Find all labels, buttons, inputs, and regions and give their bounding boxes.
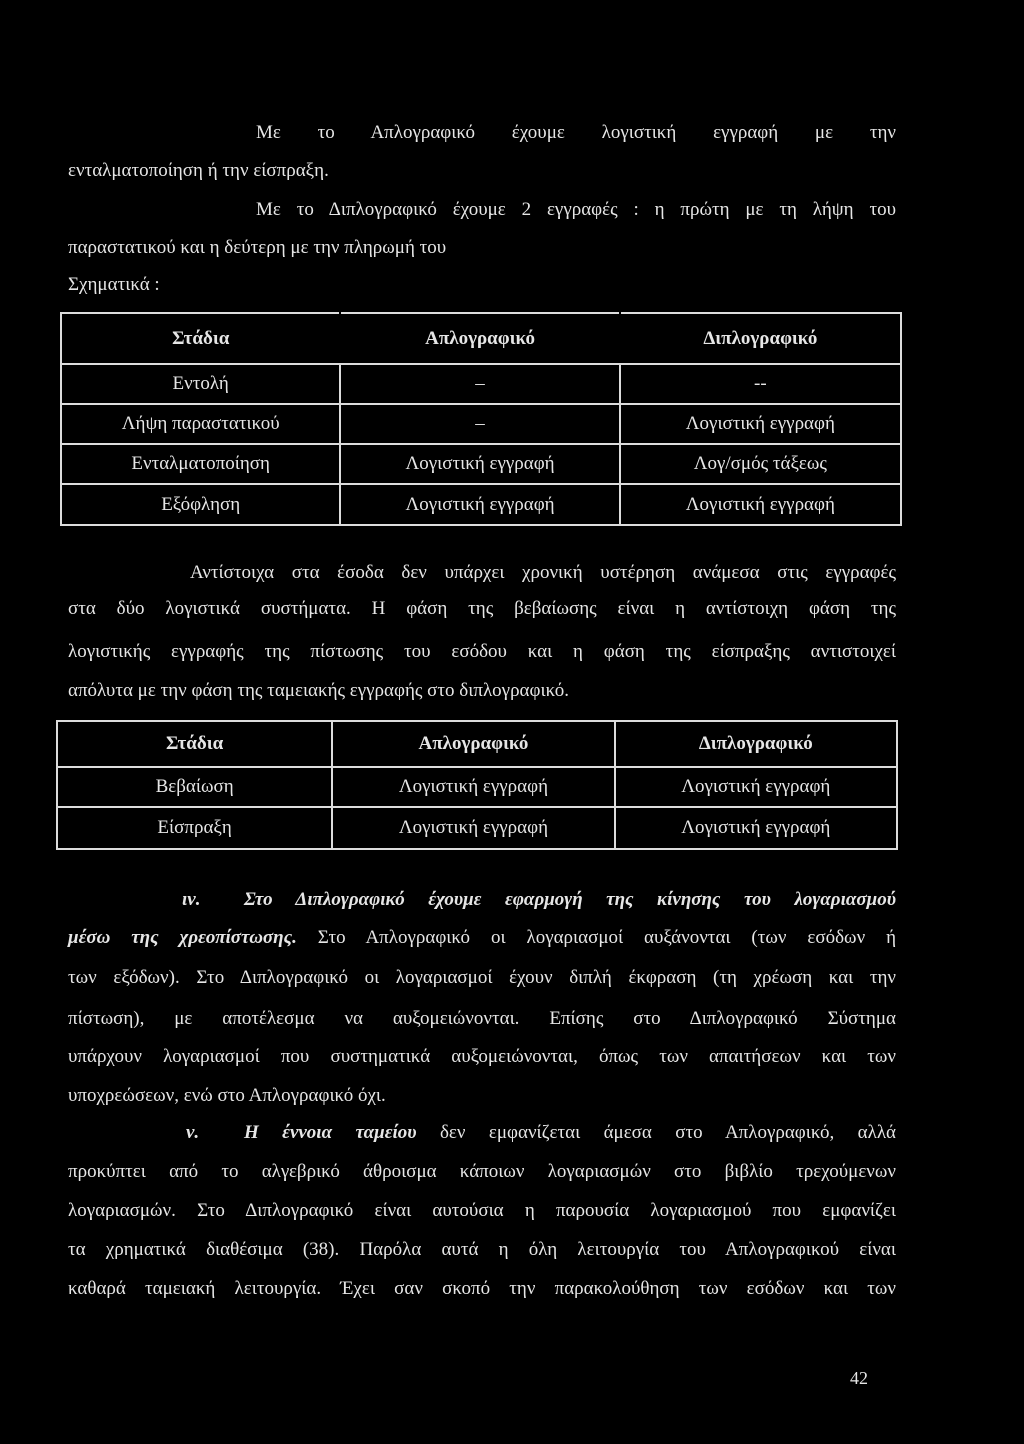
- table-row: [57, 807, 897, 849]
- table-cell: –: [340, 364, 619, 404]
- revenue-para-line-3: λογιστικής εγγραφής της πίστωσης του εσόδου και η φάση της είσπραξης αντιστοιχεί: [68, 641, 896, 662]
- header-single-entry: Απλογραφικό: [332, 721, 614, 767]
- section-v-line-2: προκύπτει από το αλγεβρικό άθροισμα κάποιων λογαριασμών στο βιβλίο τρεχούμενων: [68, 1161, 896, 1182]
- section-v-line-5: καθαρά ταμειακή λειτουργία. Έχει σαν σκοπό την παρακολούθηση των εσόδων και των: [68, 1278, 896, 1299]
- table-cell: Λογιστική εγγραφή: [620, 484, 901, 525]
- revenue-para-line-1: Αντίστοιχα στα έσοδα δεν υπάρχει χρονική υστέρηση ανάμεσα στις εγγραφές: [190, 562, 896, 583]
- table-cell: Λογιστική εγγραφή: [332, 767, 614, 807]
- table-cell: Εντολή: [61, 364, 340, 404]
- stages-table-expenses: [60, 312, 902, 526]
- table-cell: --: [620, 364, 901, 404]
- revenue-para-line-2: στα δύο λογιστικά συστήματα. Η φάση της βεβαίωσης είναι η αντίστοιχη φάση της: [68, 598, 896, 619]
- stages-table-revenue: [56, 720, 898, 850]
- table-cell: Λογιστική εγγραφή: [620, 404, 901, 444]
- table-cell: Λογιστική εγγραφή: [615, 767, 897, 807]
- section-iv-line-2: μέσω της χρεοπίστωσης. Στο Απλογραφικό οι λογαριασμοί αυξάνονται (των εσόδων ή: [68, 927, 897, 948]
- header-double-entry: Διπλογραφικό: [615, 721, 897, 767]
- table-cell: Λογιστική εγγραφή: [340, 484, 619, 525]
- table-row: [61, 444, 901, 484]
- table-header-row: [61, 313, 901, 364]
- header-stages: Στάδια: [61, 313, 340, 364]
- section-v-line-4: τα χρηματικά διαθέσιμα (38). Παρόλα αυτά η όλη λειτουργία του Απλογραφικού είναι: [68, 1239, 896, 1260]
- section-v-line-3: λογαριασμών. Στο Διπλογραφικό είναι αυτούσια η παρουσία λογαριασμού που εμφανίζει: [68, 1200, 896, 1221]
- schematic-label: Σχηματικά :: [68, 274, 160, 295]
- section-v-number: ν.: [186, 1122, 200, 1143]
- table-cell: Εξόφληση: [61, 484, 340, 525]
- table-cell: Λογιστική εγγραφή: [615, 807, 897, 849]
- table-cell: –: [340, 404, 619, 444]
- table-cell: Λογιστική εγγραφή: [332, 807, 614, 849]
- section-iv-line-5: υπάρχουν λογαριασμοί που συστηματικά αυξομειώνονται, όπως των απαιτήσεων και των: [68, 1046, 896, 1067]
- header-single-entry: Απλογραφικό: [340, 313, 619, 364]
- table-row: [57, 767, 897, 807]
- table-cell: Λογ/σμός τάξεως: [620, 444, 901, 484]
- header-stages: Στάδια: [57, 721, 332, 767]
- table-cell: Λήψη παραστατικού: [61, 404, 340, 444]
- table-row: [61, 404, 901, 444]
- table-cell: Είσπραξη: [57, 807, 332, 849]
- intro-line-1: Με το Απλογραφικό έχουμε λογιστική εγγραφή με την: [256, 122, 896, 143]
- section-iv-line-4: πίστωση), με αποτέλεσμα να αυξομειώνονται. Επίσης στο Διπλογραφικό Σύστημα: [68, 1008, 896, 1029]
- section-iv-heading: Στο Διπλογραφικό έχουμε εφαρμογή της κίνησης του λογαριασμού: [244, 889, 896, 910]
- intro-line-4: παραστατικού και η δεύτερη με την πληρωμή του: [68, 237, 447, 258]
- intro-line-3: Με το Διπλογραφικό έχουμε 2 εγγραφές : η πρώτη με τη λήψη του: [256, 199, 896, 220]
- page-number: 42: [850, 1368, 868, 1388]
- table-row: [61, 484, 901, 525]
- intro-line-2: ενταλματοποίηση ή την είσπραξη.: [68, 160, 329, 181]
- table-cell: Βεβαίωση: [57, 767, 332, 807]
- section-iv-number: ιν.: [182, 889, 201, 910]
- table-header-row: [57, 721, 897, 767]
- table-cell: Ενταλματοποίηση: [61, 444, 340, 484]
- revenue-para-line-4: απόλυτα με την φάση της ταμειακής εγγραφής στο διπλογραφικό.: [68, 680, 569, 701]
- table-row: [61, 364, 901, 404]
- section-iv-line-3: των εξόδων). Στο Διπλογραφικό οι λογαριασμοί έχουν διπλή έκφραση (τη χρέωση και την: [68, 967, 896, 988]
- section-iv-line-6: υποχρεώσεων, ενώ στο Απλογραφικό όχι.: [68, 1085, 386, 1106]
- table-cell: Λογιστική εγγραφή: [340, 444, 619, 484]
- header-double-entry: Διπλογραφικό: [620, 313, 901, 364]
- section-v-line-1: Η έννοια ταμείου δεν εμφανίζεται άμεσα στο Απλογραφικό, αλλά: [244, 1122, 896, 1143]
